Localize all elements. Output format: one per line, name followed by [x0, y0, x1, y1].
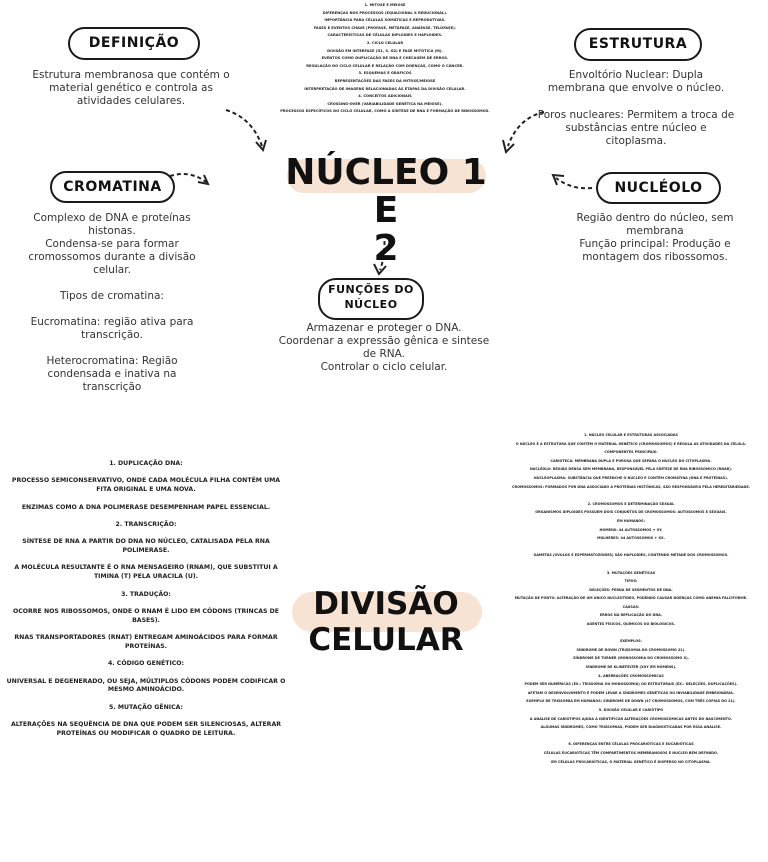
funcoes-label-line1: FUNÇÕES DO [328, 283, 414, 296]
right-column-line [496, 629, 766, 638]
main-title [270, 154, 502, 268]
arrow-estrutura-icon [500, 108, 548, 156]
right-column-line: 2. CROMOSSOMOS E DETERMINAÇÃO SEXUAL [587, 501, 675, 506]
outline-line: REPRESENTAÇÕES DAS FASES DA MITOSE/MEIOSE [334, 78, 436, 83]
main-title-line2: 2 [373, 228, 399, 269]
left-column-line [4, 582, 288, 591]
cromatina-line: Tipos de cromatina: [60, 290, 164, 302]
left-column-line: 3. TRADUÇÃO: [121, 590, 171, 598]
funcoes-label [318, 278, 424, 320]
cromatina-line: Condensa-se para formar cromossomos durante a divisão celular. [28, 238, 196, 276]
right-column-line: DELEÇÕES: PERDA DE SEGMENTOS DE DNA. [589, 587, 673, 592]
left-column-line [4, 695, 288, 704]
left-column-line: 2. TRANSCRIÇÃO: [115, 520, 177, 528]
right-column-line: CÉLULAS EUCARIÓTICAS TÊM COMPARTIMENTOS MEMBRANOSOS E NÚCLEO BEM DEFINIDO. [543, 750, 719, 755]
outline-line: 2. CICLO CELULAR [366, 40, 404, 45]
right-column-line: AFETAM O DESENVOLVIMENTO E PODEM LEVAR A SÍNDROMES GENÉTICAS OU INVIABILIDADE EMBRIONÁRIA. [527, 690, 735, 695]
nucleolo-line: Região dentro do núcleo, sem membrana [576, 212, 734, 237]
cromatina-line: Complexo de DNA e proteínas histonas. [33, 212, 191, 237]
right-column-line [496, 543, 766, 552]
right-column-line: ORGANISMOS DIPLOIDES POSSUEM DOIS CONJUNTOS DE CROMOSSOMOS: AUTOSSOMOS E SEXUAIS. [535, 510, 727, 515]
left-column-line [4, 712, 288, 721]
outline-line: INTERPRETAÇÃO DE IMAGENS RELACIONADAS ÀS ETAPAS DA DIVISÃO CELULAR. [304, 86, 466, 91]
divisao-title-line2: CELULAR [308, 622, 464, 658]
left-column [4, 460, 288, 739]
funcoes-line: Coordenar a expressão gênica e sintese de RNA. [278, 335, 490, 360]
outline-line: DIFERENÇAS NOS PROCESSOS (EQUACIONAL X REDUCIONAL). [322, 10, 448, 15]
outline-line: IMPORTÂNCIA PARA CÉLULAS SOMÁTICAS E REPRODUTIVAS. [324, 18, 446, 23]
right-column-line [496, 560, 766, 569]
main-title-line1: NÚCLEO 1 E [285, 152, 487, 231]
definicao-label: DEFINIÇÃO [68, 27, 200, 60]
definicao-text: Estrutura membranosa que contém o material genético e controla as atividades celulares. [32, 69, 230, 107]
right-column-line: SÍNDROME DE KLINEFELTER (XXY EM HOMENS). [585, 665, 677, 670]
left-column-line: 5. MUTAÇÃO GÊNICA: [109, 703, 183, 711]
left-column-line: OCORRE NOS RIBOSSOMOS, ONDE O RNAM É LIDO EM CÓDONS (TRINCAS DE BASES). [12, 607, 280, 624]
right-column-line: CROMOSSOMOS: FORMADOS POR DNA ASSOCIADO A PROTEÍNAS HISTÔNICAS, SÃO RESPONSÁVEIS PELA HEREDITARIEDADE. [512, 484, 750, 489]
left-column-line: ALTERAÇÕES NA SEQUÊNCIA DE DNA QUE PODEM SER SILENCIOSAS, ALTERAR PROTEÍNAS OU MODIFICAR O QUADRO DE LEITURA. [10, 721, 282, 737]
top-outline [250, 2, 520, 116]
outline-line: FASES E EVENTOS CHAVE (PRÓFASE, METÁFASE, ANÁFASE, TELÓFASE). [313, 25, 457, 30]
right-column-line: CARIOTECA: MEMBRANA DUPLA E POROSA QUE SEPARA O NÚCLEO DO CITOPLASMA. [550, 458, 712, 463]
nucleolo-label: NUCLÉOLO [596, 172, 721, 204]
right-column-line: MULHERES: 44 AUTOSSOMOS + XX. [597, 536, 665, 541]
right-column-line: NUCLÉOLO: REGIÃO DENSA SEM MEMBRANA, RESPONSÁVEL PELA SÍNTESE DE RNA RIBOSSÔMICO (RNAR). [529, 467, 733, 472]
right-column-line: ALGUMAS SÍNDROMES, COMO TRISSOMIAS, PODEM SER DIAGNOSTICADAS POR ESSA ANÁLISE. [540, 725, 722, 730]
right-column-line: EM HUMANOS: [617, 518, 645, 523]
right-column-line: NUCLEOPLASMA: SUBSTÂNCIA QUE PREENCHE O NÚCLEO E CONTÉM CROMATINA (DNA E PROTEÍNAS). [533, 475, 729, 480]
right-column-line: 5. DIVISÃO CELULAR E CARIÓTIPO [598, 708, 664, 712]
outline-line: CARACTERÍSTICAS DE CÉLULAS DIPLOIDES E HAPLOIDES. [327, 33, 443, 38]
nucleolo-text [570, 212, 740, 264]
right-column-line: O NÚCLEO É A ESTRUTURA QUE CONTÉM O MATERIAL GENÉTICO (CROMOSSOMOS) E REGULA AS ATIVIDADES DA CÉLULA. [515, 441, 747, 446]
right-column [496, 431, 766, 766]
divisao-title [282, 586, 490, 658]
right-column-line: AGENTES FÍSICOS, QUÍMICOS OU BIOLÓGICOS. [586, 622, 676, 627]
right-column-line: SÍNDROME DE TURNER (MONOSSOMIA DO CROMOSSOMO X). [573, 656, 689, 661]
outline-line: EVENTOS COMO DUPLICAÇÃO DE DNA E CHECAGEM DE ERROS. [321, 56, 449, 61]
right-column-line [496, 491, 766, 500]
left-column-line: UNIVERSAL E DEGENERADO, OU SEJA, MÚLTIPLOS CÓDONS PODEM CODIFICAR O MESMO AMINOÁCIDO. [6, 677, 286, 694]
left-column-line: ENZIMAS COMO A DNA POLIMERASE DESEMPENHAM PAPEL ESSENCIAL. [21, 503, 271, 511]
cromatina-line [22, 303, 202, 316]
outline-line: REGULAÇÃO DO CICLO CELULAR E RELAÇÃO COM DOENÇAS, COMO O CÂNCER. [306, 63, 464, 68]
right-column-line: PODEM SER NUMÉRICAS (EX.: TRISSOMIA OU MONOSSOMIA) OU ESTRUTURAIS (EX.: DELEÇÕES, DUPLICAÇÕES). [524, 682, 738, 687]
right-column-line: EXEMPLOS: [620, 639, 642, 644]
left-column-line [4, 599, 288, 608]
right-column-line: COMPONENTES PRINCIPAIS: [604, 450, 658, 455]
cromatina-line: Eucromatina: região ativa para transcrição. [30, 316, 194, 341]
left-column-line: 1. DUPLICAÇÃO DNA: [109, 460, 183, 467]
left-column-line: PROCESSO SEMICONSERVATIVO, ONDE CADA MOLÉCULA FILHA CONTÉM UMA FITA ORIGINAL E UMA NOVA. [11, 477, 281, 494]
right-column-line: ERROS NA REPLICAÇÃO DO DNA. [599, 613, 663, 618]
outline-line: DIVISÃO EM INTERFASE (G1, S, G2) E FASE MITÓTICA (M). [327, 48, 443, 53]
right-column-line: SÍNDROME DE DOWN (TRISSOMIA DO CROMOSSOMO 21). [576, 647, 686, 652]
right-column-line: 1. NÚCLEO CELULAR E ESTRUTURAS ASSOCIADAS [584, 433, 678, 437]
arrow-nucleolo-icon [548, 170, 594, 194]
right-column-line: CAUSAS: [622, 604, 640, 609]
left-column-line: RNAS TRANSPORTADORES (RNAT) ENTREGAM AMINOÁCIDOS PARA FORMAR PROTEÍNAS. [14, 634, 278, 650]
estrutura-label: ESTRUTURA [574, 28, 702, 61]
funcoes-line: Armazenar e proteger o DNA. [306, 322, 462, 334]
right-column-line: EXEMPLO DE TRISSOMIA EM HUMANOS: SÍNDROME DE DOWN (47 CROMOSSOMOS, COM TRÊS CÓPIAS DO 21). [526, 699, 736, 704]
outline-line: 1. MITOSE E MEIOSE [364, 3, 406, 7]
funcoes-line: Controlar o ciclo celular. [320, 361, 448, 373]
right-column-line: 4. ABERRAÇÕES CROMOSSÔMICAS [598, 673, 664, 678]
right-column-line: A ANÁLISE DE CARIÓTIPOS AJUDA A IDENTIFICAR ALTERAÇÕES CROMOSSÔMICAS ANTES DO NASCIMENTO. [529, 716, 733, 721]
right-column-line: MUTAÇÃO DE PONTO: ALTERAÇÃO DE UM ÚNICO NUCLEOTÍDEO, PODENDO CAUSAR DOENÇAS COMO ANEMIA FALCIFORME. [514, 596, 748, 601]
outline-line: 3. ESQUEMAS E GRÁFICOS [358, 71, 412, 76]
funcoes-label-line2: NÚCLEO [344, 298, 398, 311]
left-column-line [4, 495, 288, 504]
right-column-line: TIPOS: [624, 579, 638, 584]
cromatina-line: Heterocromatina: Região condensada e inativa na transcrição [46, 355, 178, 393]
right-column-line [496, 732, 766, 741]
estrutura-text-2: Poros nucleares: Permitem a troca de substâncias entre núcleo e citoplasma. [537, 109, 735, 147]
cromatina-label: CROMATINA [50, 171, 175, 203]
left-column-line [4, 512, 288, 521]
cromatina-line [22, 277, 202, 290]
arrow-definicao-icon [222, 106, 270, 154]
right-column-line: HOMENS: 44 AUTOSSOMOS + XY. [599, 527, 663, 532]
left-column-line: A MOLÉCULA RESULTANTE É O RNA MENSAGEIRO (RNAM), QUE SUBSTITUI A TIMINA (T) PELA URACILA (U). [14, 564, 278, 581]
cromatina-line [22, 342, 202, 355]
left-column-line [4, 669, 288, 678]
right-column-line: GAMETAS (ÓVULOS E ESPERMATOZOIDES) SÃO HAPLOIDES, CONTENDO METADE DOS CROMOSSOMOS. [533, 553, 729, 558]
divisao-title-line1: DIVISÃO [313, 586, 459, 622]
left-column-line: 4. CÓDIGO GENÉTICO: [107, 660, 185, 668]
nucleolo-line: Função principal: Produção e montagem dos ribossomos. [579, 238, 731, 263]
right-column-line: EM CÉLULAS PROCARIÓTICAS, O MATERIAL GENÉTICO É DISPERSO NO CITOPLASMA. [551, 759, 711, 764]
outline-line: PROCESSOS ESPECÍFICOS DO CICLO CELULAR, COMO A SÍNTESE DE RNA E FORMAÇÃO DE RIBOSSOMOS. [280, 109, 490, 114]
funcoes-text [278, 322, 490, 374]
outline-line: CROSSING-OVER (VARIABILIDADE GENÉTICA NA MEIOSE). [327, 101, 443, 106]
cromatina-text [22, 212, 202, 394]
left-column-line [4, 625, 288, 634]
right-column-line: 3. MUTAÇÕES GENÉTICAS [606, 570, 656, 575]
outline-line: 4. CONCEITOS ADICIONAIS [358, 94, 412, 99]
left-column-line: SÍNTESE DE RNA A PARTIR DO DNA NO NÚCLEO, CATALISADA PELA RNA POLIMERASE. [22, 538, 270, 555]
estrutura-text-1: Envoltório Nuclear: Dupla membrana que envolve o núcleo. [547, 69, 725, 94]
right-column-line: 6. DIFERENÇAS ENTRE CÉLULAS PROCARIÓTICAS E EUCARIÓTICAS [568, 742, 694, 747]
left-column-line [4, 651, 288, 660]
